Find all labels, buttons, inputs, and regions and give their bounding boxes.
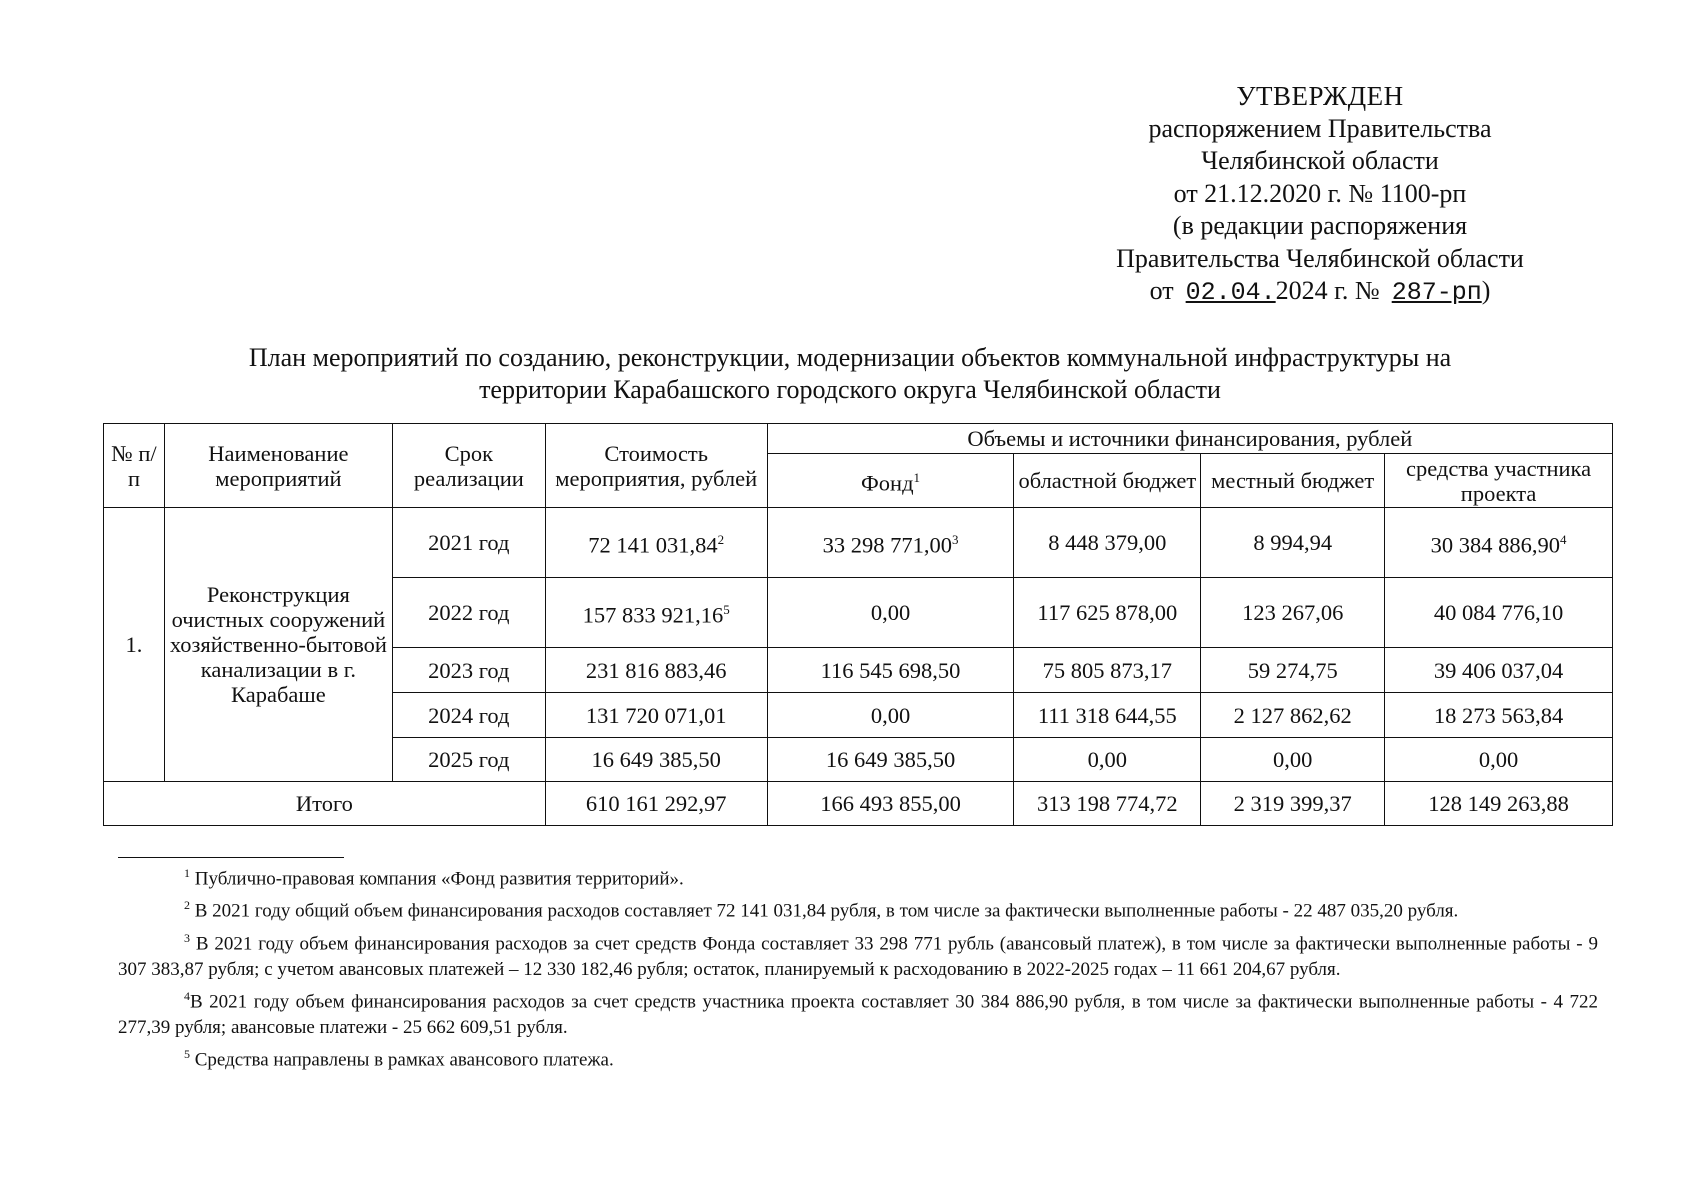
cell-participant: 0,00: [1385, 738, 1613, 782]
total-cost: 610 161 292,97: [545, 782, 767, 826]
footnote-mark: 3: [184, 930, 190, 945]
footnote-ref: 1: [913, 470, 921, 486]
footnote-mark: 5: [184, 1047, 190, 1062]
cell-local: 123 267,06: [1201, 578, 1385, 648]
approval-stamp: [1060, 80, 1580, 310]
cell-cost: [545, 508, 767, 578]
header-fund: [767, 454, 1014, 508]
footnote-mark: 2: [184, 898, 190, 913]
table-row: [104, 508, 1613, 578]
cell-participant: 39 406 037,04: [1385, 648, 1613, 693]
cell-fund: [767, 508, 1014, 578]
approval-line-5: Правительства Челябинской области: [1116, 243, 1524, 273]
header-cost: Стоимость мероприятия, рублей: [545, 424, 767, 508]
approval-heading: УТВЕРЖДЕН: [1236, 81, 1404, 111]
approval-line-2: Челябинской области: [1201, 146, 1439, 175]
footnote-mark: 4: [184, 988, 190, 1003]
cell-local: 2 127 862,62: [1201, 693, 1385, 738]
cell-fund: 0,00: [767, 578, 1014, 648]
approval-line-6: [1060, 275, 1580, 310]
footnote-5: [118, 1041, 1598, 1073]
header-local: местный бюджет: [1201, 454, 1385, 508]
footnote-text: Публично-правовая компания «Фонд развития территорий».: [194, 868, 684, 890]
header-num: № п/п: [104, 424, 165, 508]
cell-year: 2023 год: [392, 648, 545, 693]
approval-year: 2024 г. №: [1275, 276, 1380, 305]
cell-regional: 117 625 878,00: [1014, 578, 1201, 648]
total-fund: 166 493 855,00: [767, 782, 1014, 826]
plan-table: [103, 423, 1613, 826]
footnote-mark: 1: [184, 866, 190, 880]
cell-cost: [545, 578, 767, 648]
cell-regional: 0,00: [1014, 738, 1201, 782]
footnote-ref: 3: [951, 532, 959, 548]
cell-year: 2024 год: [392, 693, 545, 738]
cell-cost-value: 72 141 031,84: [588, 532, 718, 558]
footnote-separator: [118, 857, 344, 858]
title-line-1: План мероприятий по созданию, реконструкции, модернизации объектов коммунальной инфраструктуры на: [248, 343, 1452, 372]
approval-number: 287-рп: [1391, 278, 1482, 307]
document-title: [100, 342, 1600, 406]
total-regional: 313 198 774,72: [1014, 782, 1201, 826]
header-funding: Объемы и источники финансирования, рублей: [767, 424, 1612, 454]
table-header-row: [104, 424, 1613, 454]
total-local: 2 319 399,37: [1201, 782, 1385, 826]
cell-regional: 111 318 644,55: [1014, 693, 1201, 738]
footnote-ref: 2: [717, 532, 725, 548]
cell-fund: 0,00: [767, 693, 1014, 738]
cell-year: 2021 год: [392, 508, 545, 578]
footnote-2: [118, 892, 1598, 924]
total-label: Итого: [104, 782, 546, 826]
cell-local: 8 994,94: [1201, 508, 1385, 578]
approval-line-4: (в редакции распоряжения: [1172, 211, 1468, 240]
cell-cost: 231 816 883,46: [545, 648, 767, 693]
footnote-ref: 5: [723, 602, 730, 618]
footnote-4: [118, 983, 1598, 1041]
total-participant: 128 149 263,88: [1385, 782, 1613, 826]
header-regional: областной бюджет: [1014, 454, 1201, 508]
footnote-3: [118, 925, 1598, 983]
cell-cost: 131 720 071,01: [545, 693, 767, 738]
cell-local: 59 274,75: [1201, 648, 1385, 693]
cell-fund: 16 649 385,50: [767, 738, 1014, 782]
cell-fund: 116 545 698,50: [767, 648, 1014, 693]
approval-date: 02.04.: [1185, 278, 1276, 307]
footnote-text: В 2021 году объем финансирования расходов за счет средств Фонда составляет 33 298 771 рубль (авансовый платеж), в том числе за фактически выполненные работы - 9 307 383,87 рубля; с учетом авансовых платежей – 12 330 182,46 рубля; остаток, планируемый к расходованию в 2022-2025 годах – 11 661 204,67 рубля.: [118, 932, 1598, 980]
footnote-1: [118, 860, 1598, 892]
approval-line-1: распоряжением Правительства: [1148, 113, 1492, 143]
footnote-text: В 2021 году объем финансирования расходов за счет средств участника проекта составляет 30 384 886,90 рубля, в том числе за фактически выполненные работы - 4 722 277,39 рубля; авансовые платежи - 25 662 609,51 рубля.: [118, 991, 1598, 1039]
header-participant: средства участника проекта: [1385, 454, 1613, 508]
footnotes: [118, 860, 1598, 1074]
approval-close: ): [1481, 276, 1491, 305]
cell-participant-value: 30 384 886,90: [1430, 532, 1560, 558]
header-name: Наименование мероприятий: [164, 424, 392, 508]
title-line-2: территории Карабашского городского округа Челябинской области: [479, 375, 1221, 404]
approval-line-3: от 21.12.2020 г. № 1100-рп: [1173, 178, 1467, 208]
cell-local: 0,00: [1201, 738, 1385, 782]
cell-regional: 8 448 379,00: [1014, 508, 1201, 578]
footnote-text: В 2021 году общий объем финансирования расходов составляет 72 141 031,84 рубля, в том числе за фактически выполненные работы - 22 487 035,20 рубля.: [194, 900, 1459, 922]
header-fund-label: Фонд: [861, 470, 914, 496]
cell-cost-value: 157 833 921,16: [582, 602, 724, 628]
cell-cost: 16 649 385,50: [545, 738, 767, 782]
approval-ot: от: [1149, 276, 1174, 305]
cell-fund-value: 33 298 771,00: [822, 532, 952, 558]
cell-regional: 75 805 873,17: [1014, 648, 1201, 693]
footnote-text: Средства направлены в рамках авансового платежа.: [194, 1049, 614, 1071]
cell-year: 2025 год: [392, 738, 545, 782]
cell-year: 2022 год: [392, 578, 545, 648]
header-period: Срок реализации: [392, 424, 545, 508]
item-name: Реконструкция очистных сооружений хозяйственно-бытовой канализации в г. Карабаше: [164, 508, 392, 782]
cell-participant: 40 084 776,10: [1385, 578, 1613, 648]
cell-participant: 18 273 563,84: [1385, 693, 1613, 738]
item-num: 1.: [104, 508, 165, 782]
table-total-row: [104, 782, 1613, 826]
cell-participant: [1385, 508, 1613, 578]
footnote-ref: 4: [1560, 532, 1567, 548]
